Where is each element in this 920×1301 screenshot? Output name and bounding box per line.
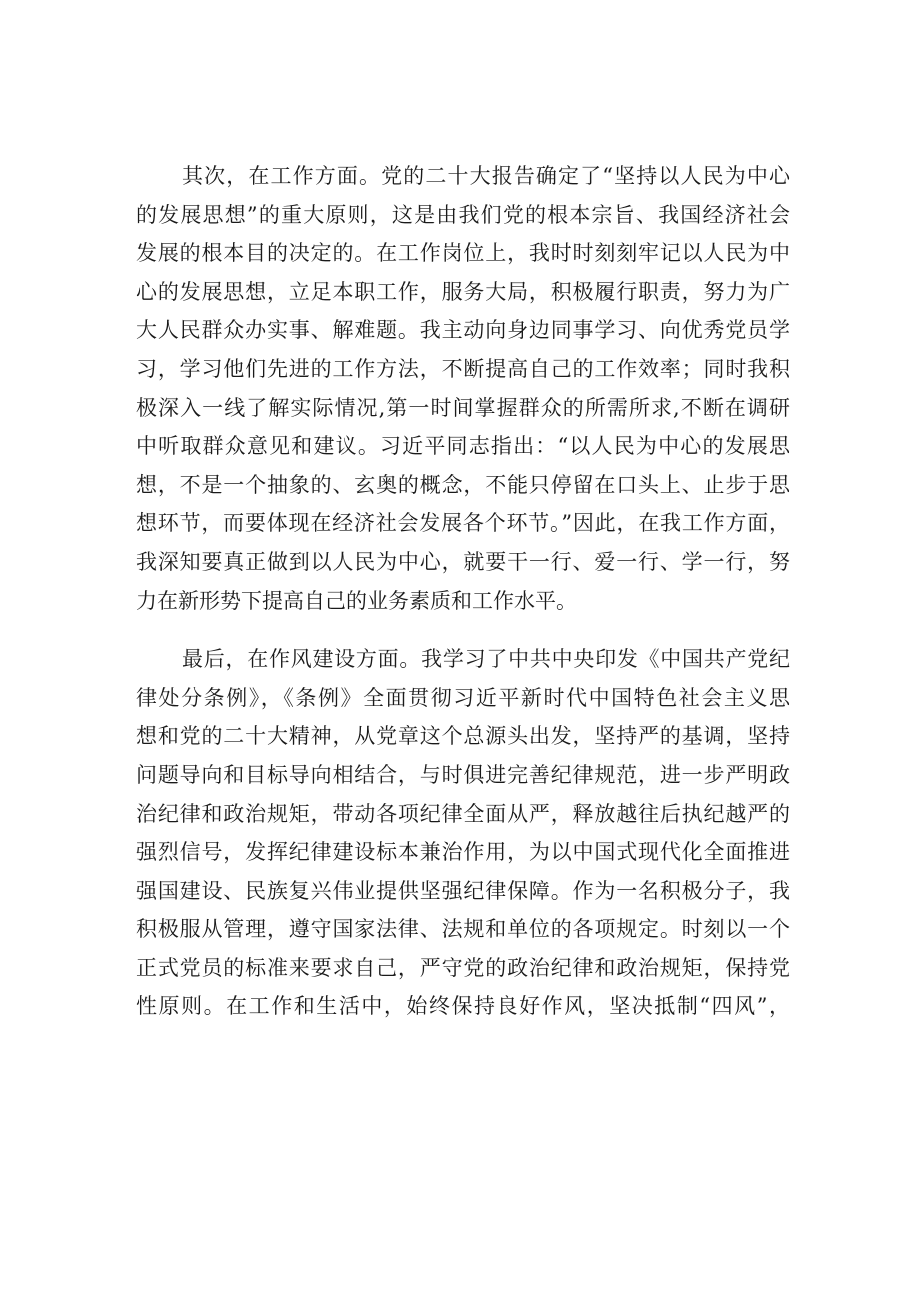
text-line: 极深入一线了解实际情况,第一时间掌握群众的所需所求,不断在调研: [136, 395, 790, 420]
text-line: 其次，在工作方面。党的二十大报告确定了“坚持以人民为中心: [182, 164, 790, 188]
paragraph-spacer: [136, 620, 790, 640]
paragraph-style: [136, 640, 790, 1026]
text-line: 心的发展思想，立足本职工作，服务大局，积极履行职责，努力为广: [136, 279, 790, 304]
text-line: 治纪律和政治规矩，带动各项纪律全面从严，释放越往后执纪越严的: [136, 801, 790, 826]
text-line: 大人民群众办实事、解难题。我主动向身边同事学习、向优秀党员学: [136, 318, 790, 343]
text-line: 正式党员的标准来要求自己，严守党的政治纪律和政治规矩，保持党: [136, 955, 790, 980]
text-line: 力在新形势下提高自己的业务素质和工作水平。: [136, 588, 577, 613]
text-line: 想环节，而要体现在经济社会发展各个环节。”因此，在我工作方面，: [136, 511, 790, 536]
text-line: 性原则。在工作和生活中，始终保持良好作风，坚决抵制“四风”，: [136, 994, 790, 1019]
paragraph-work: [136, 157, 790, 620]
text-line: 发展的根本目的决定的。在工作岗位上，我时时刻刻牢记以人民为中: [136, 241, 790, 266]
text-line: 问题导向和目标导向相结合，与时俱进完善纪律规范，进一步严明政: [136, 762, 790, 787]
text-line: 强国建设、民族复兴伟业提供坚强纪律保障。作为一名积极分子，我: [136, 878, 790, 903]
text-line: 积极服从管理，遵守国家法律、法规和单位的各项规定。时刻以一个: [136, 917, 790, 942]
text-line: 最后，在作风建设方面。我学习了中共中央印发《中国共产党纪: [182, 647, 790, 672]
text-line: 的发展思想”的重大原则，这是由我们党的根本宗旨、我国经济社会: [136, 202, 790, 227]
text-line: 习，学习他们先进的工作方法，不断提高自己的工作效率；同时我积: [136, 356, 790, 381]
document-body: [136, 157, 790, 1026]
text-line: 律处分条例》，《条例》全面贯彻习近平新时代中国特色社会主义思: [136, 685, 790, 710]
text-line: 想，不是一个抽象的、玄奥的概念，不能只停留在口头上、止步于思: [136, 472, 790, 497]
text-line: 想和党的二十大精神，从党章这个总源头出发，坚持严的基调，坚持: [136, 724, 790, 749]
text-line: 中听取群众意见和建议。习近平同志指出：“以人民为中心的发展思: [136, 434, 790, 459]
text-line: 强烈信号，发挥纪律建设标本兼治作用，为以中国式现代化全面推进: [136, 840, 790, 865]
text-line: 我深知要真正做到以人民为中心，就要干一行、爱一行、学一行，努: [136, 549, 790, 574]
